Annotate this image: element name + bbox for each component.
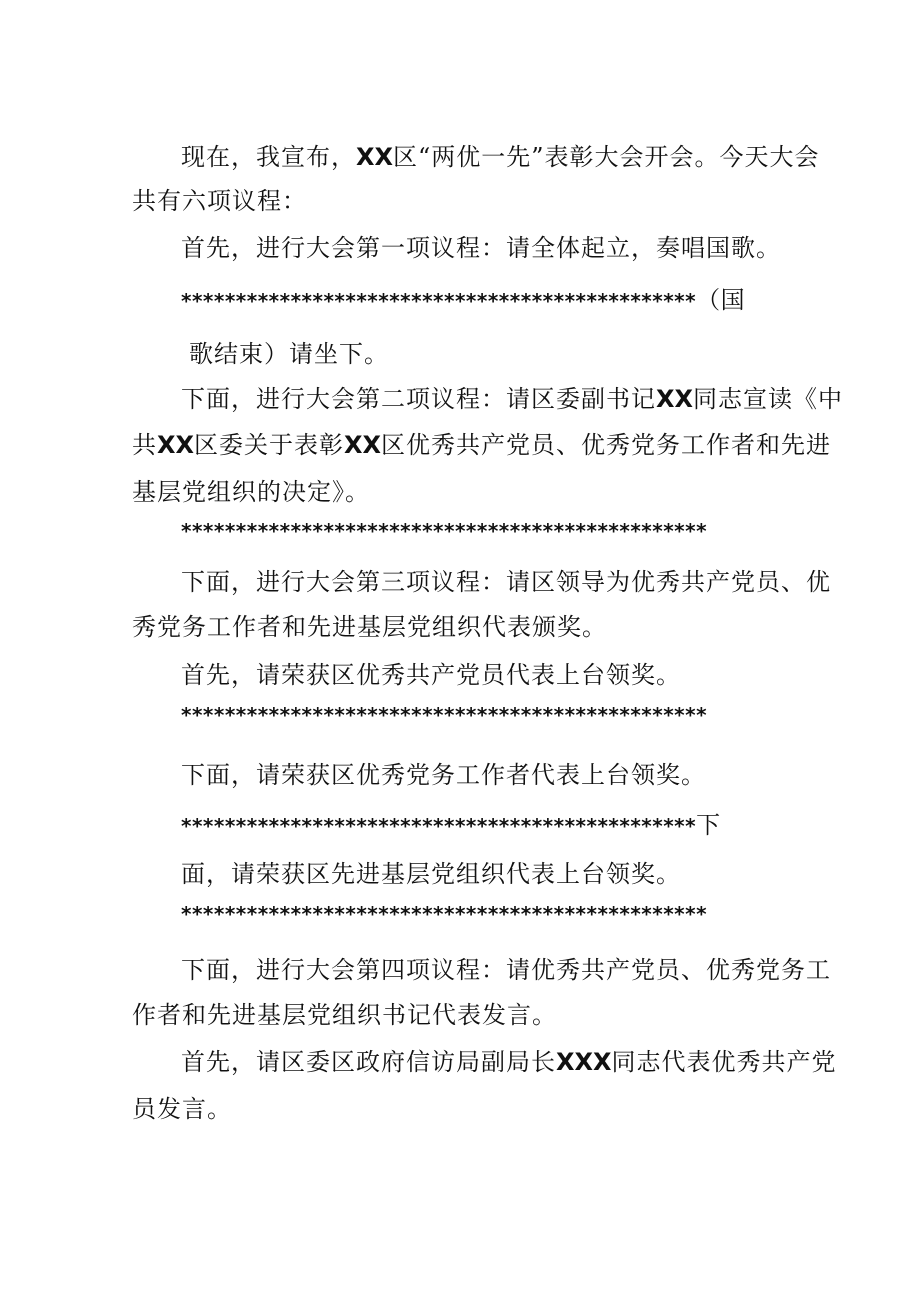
asterisk-separator-1: [181, 286, 745, 314]
asterisk-separator-5: ************************************************: [181, 902, 708, 926]
paragraph-agenda-2-line-3: 基层党组织的决定》。: [132, 478, 370, 506]
asterisk-run: ***********************************************: [181, 814, 697, 838]
text-segment: 现在，我宣布，: [181, 143, 356, 171]
placeholder-xx: XX: [656, 385, 694, 413]
paragraph-opening-line-1: [181, 142, 820, 172]
placeholder-xxx: XXX: [556, 1048, 612, 1076]
text-segment: 同志代表优秀共产党: [611, 1048, 837, 1076]
asterisk-run: ***********************************************: [181, 289, 697, 313]
paragraph-speech-line-2: 员发言。: [132, 1095, 232, 1123]
text-segment: 区“两优一先”表彰大会开会。今天大会: [393, 143, 820, 171]
asterisk-separator-4: [181, 811, 721, 839]
paragraph-agenda-2-line-1: [181, 384, 844, 414]
text-segment: （国: [696, 286, 746, 314]
asterisk-separator-2: ************************************************: [181, 519, 708, 543]
paragraph-agenda-4-line-1: 下面，进行大会第四项议程：请优秀共产党员、优秀党务工: [181, 956, 831, 984]
text-segment: 下面，进行大会第二项议程：请区委副书记: [181, 385, 656, 413]
paragraph-agenda-4-line-2: 作者和先进基层党组织书记代表发言。: [132, 1001, 557, 1029]
paragraph-award-party-members: 首先，请荣获区优秀共产党员代表上台领奖。: [181, 661, 681, 689]
paragraph-speech-line-1: [181, 1047, 837, 1077]
paragraph-agenda-1: 首先，进行大会第一项议程：请全体起立，奏唱国歌。: [181, 234, 781, 262]
placeholder-xx: XX: [344, 431, 382, 459]
text-segment: 同志宣读《中: [693, 385, 844, 413]
paragraph-agenda-3-line-1: 下面，进行大会第三项议程：请区领导为优秀共产党员、优: [181, 568, 831, 596]
text-segment: 区委关于表彰: [194, 431, 345, 459]
paragraph-opening-line-2: 共有六项议程：: [132, 187, 307, 215]
text-segment: 区优秀共产党员、优秀党务工作者和先进: [381, 431, 832, 459]
asterisk-separator-3: ************************************************: [181, 703, 708, 727]
placeholder-xx: XX: [157, 431, 195, 459]
placeholder-xx: XX: [356, 143, 394, 171]
paragraph-agenda-3-line-2: 秀党务工作者和先进基层党组织代表颁奖。: [132, 613, 607, 641]
text-segment: 下: [696, 811, 721, 839]
paragraph-anthem-end: 歌结束）请坐下。: [189, 340, 389, 368]
text-segment: 首先，请区委区政府信访局副局长: [181, 1048, 556, 1076]
paragraph-award-party-workers: 下面，请荣获区优秀党务工作者代表上台领奖。: [181, 761, 706, 789]
text-segment: 共: [132, 431, 157, 459]
paragraph-award-party-organizations: 面，请荣获区先进基层党组织代表上台领奖。: [181, 860, 681, 888]
paragraph-agenda-2-line-2: [132, 430, 832, 460]
